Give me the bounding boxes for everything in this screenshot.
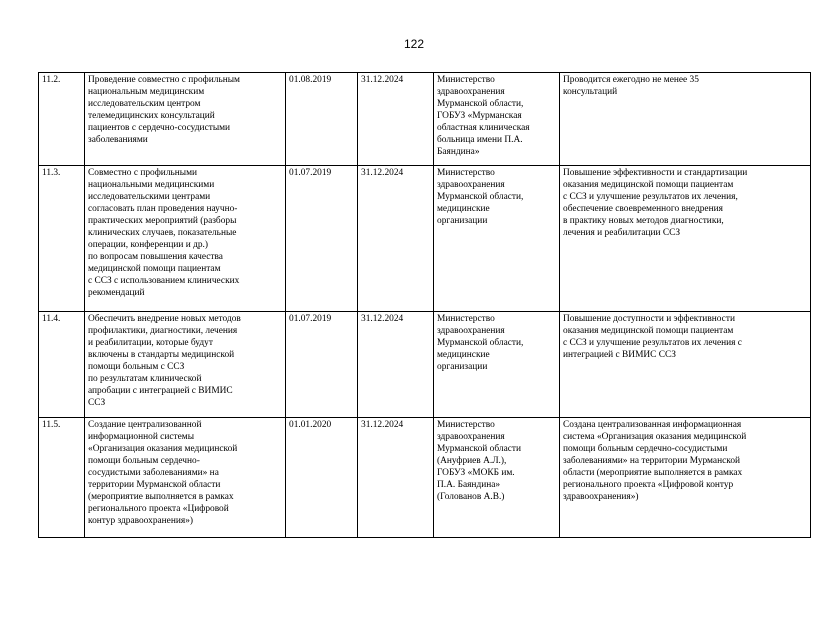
cell-text-line: «Организация оказания медицинской xyxy=(88,444,238,454)
cell-text-line: сосудистыми заболеваниями» на xyxy=(88,468,219,478)
cell-text-line: ССЗ xyxy=(88,398,106,408)
cell-text-line: национальными медицинскими xyxy=(88,180,215,190)
cell-text-line: национальным медицинским xyxy=(88,87,205,97)
cell-text-line: организации xyxy=(437,216,488,226)
table-row xyxy=(39,312,811,418)
cell-text-line: помощи больным с ССЗ xyxy=(88,362,185,372)
cell-text-line: с ССЗ и улучшение результатов их лечения с xyxy=(563,338,742,348)
cell-text-line: исследовательским центром xyxy=(88,99,201,109)
cell-text-line: территории Мурманской области xyxy=(88,480,221,490)
cell-text-line: (Голованов А.В.) xyxy=(437,492,505,502)
responsible-cell xyxy=(434,418,560,538)
cell-text-line: телемедицинских консультаций xyxy=(88,111,215,121)
cell-text-line: П.А. Баяндина» xyxy=(437,480,501,490)
cell-text-line: Проводится ежегодно не менее 35 xyxy=(563,75,699,85)
cell-text-line: исследовательскими центрами xyxy=(88,192,211,202)
cell-text-line: система «Организация оказания медицинской xyxy=(563,432,747,442)
cell-text-line: информационной системы xyxy=(88,432,195,442)
cell-text-line: Министерство xyxy=(437,314,495,324)
result-cell xyxy=(560,418,811,538)
table-row xyxy=(39,418,811,538)
cell-text-line: в практику новых методов диагностики, xyxy=(563,216,724,226)
cell-text-line: (мероприятие выполняется в рамках xyxy=(88,492,234,502)
cell-text-line: организации xyxy=(437,362,488,372)
cell-text-line: Повышение эффективности и стандартизации xyxy=(563,168,748,178)
cell-text-line: Проведение совместно с профильным xyxy=(88,75,240,85)
cell-text-line: здравоохранения xyxy=(437,180,505,190)
page-number: 122 xyxy=(403,37,425,51)
activity-cell xyxy=(85,166,286,312)
cell-text-line: лечения и реабилитации ССЗ xyxy=(563,228,681,238)
cell-text-line: Совместно с профильными xyxy=(88,168,198,178)
cell-text-line: контур здравоохранения») xyxy=(88,516,194,526)
cell-text-line: включены в стандарты медицинской xyxy=(88,350,235,360)
cell-text-line: здравоохранения xyxy=(437,326,505,336)
cell-text-line: областная клиническая xyxy=(437,123,530,133)
cell-text-line: согласовать план проведения научно- xyxy=(88,204,238,214)
cell-text-line: регионального проекта «Цифровой контур xyxy=(563,480,734,490)
cell-text-line: операции, конференции и др.) xyxy=(88,240,209,250)
activity-cell xyxy=(85,312,286,418)
cell-text-line: медицинской помощи пациентам xyxy=(88,264,221,274)
row-number-cell: 11.5. xyxy=(39,418,85,538)
cell-text-line: Обеспечить внедрение новых методов xyxy=(88,314,241,324)
cell-text-line: больница имени П.А. xyxy=(437,135,523,145)
cell-text-line: Мурманской области, xyxy=(437,192,524,202)
row-number-cell: 11.3. xyxy=(39,166,85,312)
cell-text-line: Создание централизованной xyxy=(88,420,202,430)
cell-text-line: регионального проекта «Цифровой xyxy=(88,504,229,514)
start-date-cell: 01.01.2020 xyxy=(286,418,358,538)
cell-text-line: помощи больным сердечно- xyxy=(88,456,200,466)
cell-text-line: профилактики, диагностики, лечения xyxy=(88,326,238,336)
cell-text-line: с ССЗ и улучшение результатов их лечения, xyxy=(563,192,738,202)
activity-cell xyxy=(85,418,286,538)
cell-text-line: с ССЗ с использованием клинических xyxy=(88,276,240,286)
cell-text-line: Мурманской области xyxy=(437,444,522,454)
end-date-cell: 31.12.2024 xyxy=(358,312,434,418)
cell-text-line: ГОБУЗ «Мурманская xyxy=(437,111,522,121)
action-plan-table xyxy=(38,72,811,538)
row-number-cell: 11.2. xyxy=(39,73,85,166)
cell-text-line: рекомендаций xyxy=(88,288,145,298)
cell-text-line: Министерство xyxy=(437,420,495,430)
result-cell xyxy=(560,166,811,312)
cell-text-line: Мурманской области, xyxy=(437,338,524,348)
cell-text-line: Создана централизованная информационная xyxy=(563,420,742,430)
cell-text-line: оказания медицинской помощи пациентам xyxy=(563,180,734,190)
end-date-cell: 31.12.2024 xyxy=(358,73,434,166)
responsible-cell xyxy=(434,73,560,166)
cell-text-line: ГОБУЗ «МОКБ им. xyxy=(437,468,515,478)
cell-text-line: медицинские xyxy=(437,350,490,360)
cell-text-line: (Ануфриев А.Л.), xyxy=(437,456,507,466)
cell-text-line: обеспечение своевременного внедрения xyxy=(563,204,723,214)
cell-text-line: Мурманской области, xyxy=(437,99,524,109)
cell-text-line: Министерство xyxy=(437,168,495,178)
cell-text-line: помощи больным сердечно-сосудистыми xyxy=(563,444,728,454)
cell-text-line: здравоохранения xyxy=(437,87,505,97)
cell-text-line: апробации с интеграцией с ВИМИС xyxy=(88,386,233,396)
cell-text-line: и реабилитации, которые будут xyxy=(88,338,213,348)
start-date-cell: 01.07.2019 xyxy=(286,312,358,418)
cell-text-line: здравоохранения xyxy=(437,432,505,442)
row-number-cell: 11.4. xyxy=(39,312,85,418)
result-cell xyxy=(560,73,811,166)
table-row xyxy=(39,166,811,312)
activity-cell xyxy=(85,73,286,166)
cell-text-line: Баяндина» xyxy=(437,147,480,157)
cell-text-line: здравоохранения») xyxy=(563,492,639,502)
cell-text-line: по вопросам повышения качества xyxy=(88,252,223,262)
table-row xyxy=(39,73,811,166)
cell-text-line: заболеваниями» на территории Мурманской xyxy=(563,456,741,466)
cell-text-line: практических мероприятий (разборы xyxy=(88,216,237,226)
cell-text-line: заболеваниями xyxy=(88,135,148,145)
end-date-cell: 31.12.2024 xyxy=(358,166,434,312)
cell-text-line: пациентов с сердечно-сосудистыми xyxy=(88,123,231,133)
cell-text-line: интеграцией с ВИМИС ССЗ xyxy=(563,350,676,360)
cell-text-line: Министерство xyxy=(437,75,495,85)
cell-text-line: консультаций xyxy=(563,87,618,97)
start-date-cell: 01.07.2019 xyxy=(286,166,358,312)
cell-text-line: по результатам клинической xyxy=(88,374,202,384)
responsible-cell xyxy=(434,166,560,312)
cell-text-line: оказания медицинской помощи пациентам xyxy=(563,326,734,336)
cell-text-line: медицинские xyxy=(437,204,490,214)
start-date-cell: 01.08.2019 xyxy=(286,73,358,166)
end-date-cell: 31.12.2024 xyxy=(358,418,434,538)
cell-text-line: области (мероприятие выполняется в рамках xyxy=(563,468,743,478)
result-cell xyxy=(560,312,811,418)
cell-text-line: клинических случаев, показательные xyxy=(88,228,237,238)
responsible-cell xyxy=(434,312,560,418)
cell-text-line: Повышение доступности и эффективности xyxy=(563,314,735,324)
